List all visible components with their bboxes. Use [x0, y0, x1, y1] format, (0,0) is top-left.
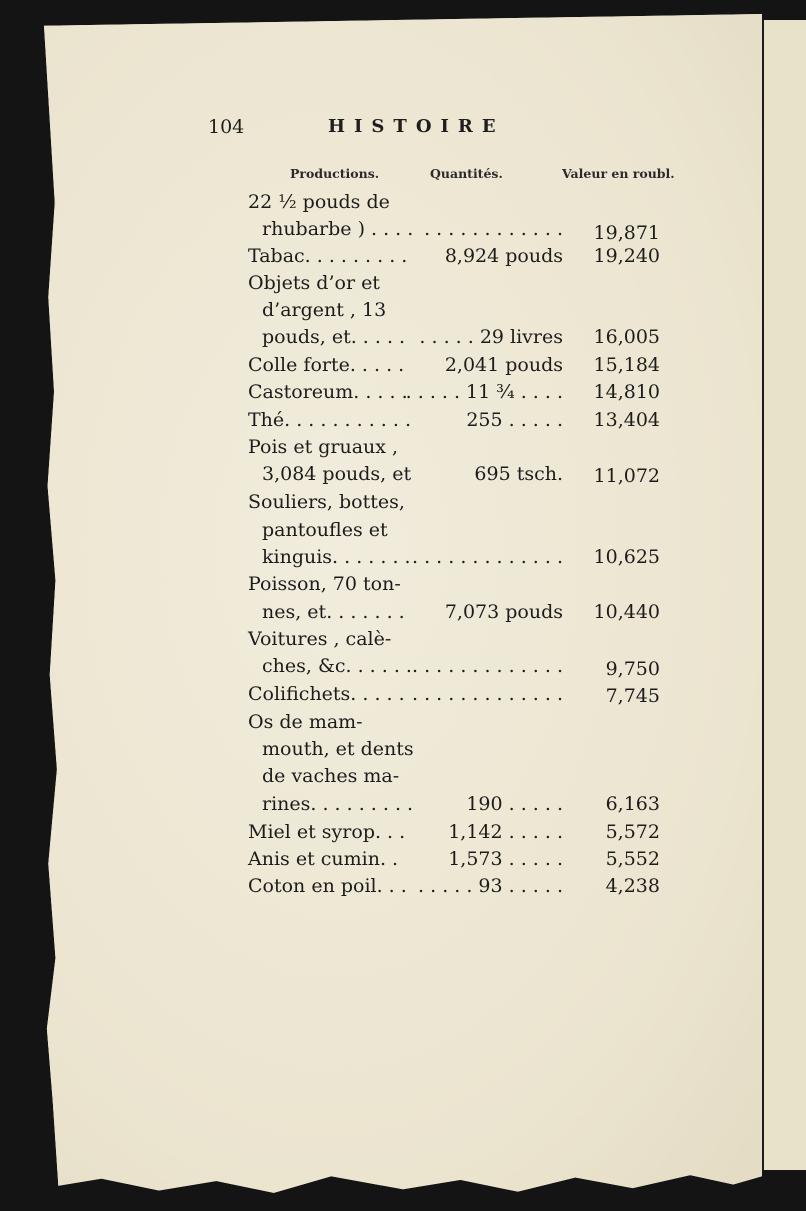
table-line-product: mouth, et dents	[262, 738, 414, 760]
table-line-quantity: . . . . . . . . . . . . .	[412, 655, 563, 677]
table-line-product: Tabac. . . . . . . . .	[248, 245, 408, 267]
table-line-product: Colifichets. . . . .	[248, 683, 405, 705]
table-line-value: 19,871	[593, 222, 660, 244]
table-line-value: 4,238	[605, 875, 660, 897]
column-header-quantites: Quantités.	[430, 166, 503, 181]
table-line-product: 3,084 pouds, et	[262, 463, 412, 485]
table-line-product: Pois et gruaux ,	[248, 436, 399, 458]
running-title: HISTOIRE	[328, 116, 505, 137]
table-line-product: Castoreum. . . . .	[248, 381, 408, 403]
table-line-product: pantoufles et	[262, 519, 388, 541]
table-line-quantity: . . . . . . . . . . . . .	[412, 683, 563, 705]
table-line-quantity: 8,924 pouds	[444, 245, 563, 267]
page-number: 104	[208, 116, 245, 138]
table-line-value: 5,552	[605, 848, 660, 870]
table-line-product: Objets d’or et	[248, 272, 380, 294]
table-line-quantity: 695 tsch.	[474, 463, 563, 485]
table-line-quantity: . . . . . . . . . . . .	[424, 218, 563, 240]
table-line-value: 5,572	[605, 821, 660, 843]
table-line-product: d’argent , 13	[262, 299, 387, 321]
table-line-quantity: . . . . . 11 ¾ . . . .	[405, 381, 563, 403]
table-line-value: 19,240	[593, 245, 660, 267]
adjacent-page-edge	[762, 20, 806, 1170]
column-header-productions: Productions.	[290, 166, 380, 181]
table-line-product: 22 ½ pouds de	[248, 191, 390, 213]
table-line-product: rhubarbe ) . . . .	[262, 218, 414, 240]
table-line-product: Colle forte. . . . .	[248, 354, 405, 376]
table-line-value: 10,625	[593, 546, 660, 568]
table-line-product: Souliers, bottes,	[248, 491, 405, 513]
table-line-quantity: 7,073 pouds	[444, 601, 563, 623]
table-line-value: 13,404	[593, 409, 660, 431]
table-line-value: 9,750	[605, 658, 660, 680]
table-line-product: Poisson, 70 ton-	[248, 573, 401, 595]
page-header	[208, 116, 628, 146]
table-line-quantity: . . . . . 29 livres	[419, 326, 563, 348]
table-line-quantity: 255 . . . . .	[466, 409, 563, 431]
table-line-quantity: 1,573 . . . . .	[448, 848, 563, 870]
table-line-quantity: 1,142 . . . . .	[448, 821, 563, 843]
table-line-product: Miel et syrop. . .	[248, 821, 406, 843]
table-line-quantity: 2,041 pouds	[444, 354, 563, 376]
table-line-quantity: 190 . . . . .	[466, 793, 563, 815]
table-line-quantity: . . . . . . . . . . . . .	[412, 546, 563, 568]
table-line-value: 16,005	[593, 326, 660, 348]
table-line-value: 11,072	[593, 465, 660, 487]
table-line-product: de vaches ma-	[262, 765, 400, 787]
table-line-product: Coton en poil. . .	[248, 875, 407, 897]
table-line-product: kinguis. . . . . . .	[262, 546, 411, 568]
table-line-value: 14,810	[593, 381, 660, 403]
table-line-value: 6,163	[605, 793, 660, 815]
table-line-value: 15,184	[593, 354, 660, 376]
table-line-product: pouds, et. . . . .	[262, 326, 406, 348]
table-line-product: ches, &c. . . . . .	[262, 655, 412, 677]
table-line-product: rines. . . . . . . . .	[262, 793, 414, 815]
table-line-value: 10,440	[593, 601, 660, 623]
table-line-product: nes, et. . . . . . .	[262, 601, 405, 623]
table-line-quantity: . . . . . 93 . . . . .	[418, 875, 563, 897]
table-line-product: Thé. . . . . . . . . . .	[248, 409, 411, 431]
table-line-value: 7,745	[605, 685, 660, 707]
table-line-product: Anis et cumin. .	[248, 848, 399, 870]
column-header-valeur: Valeur en roubl.	[562, 166, 675, 181]
table-line-product: Os de mam-	[248, 711, 363, 733]
table-line-product: Voitures , calè-	[248, 628, 392, 650]
